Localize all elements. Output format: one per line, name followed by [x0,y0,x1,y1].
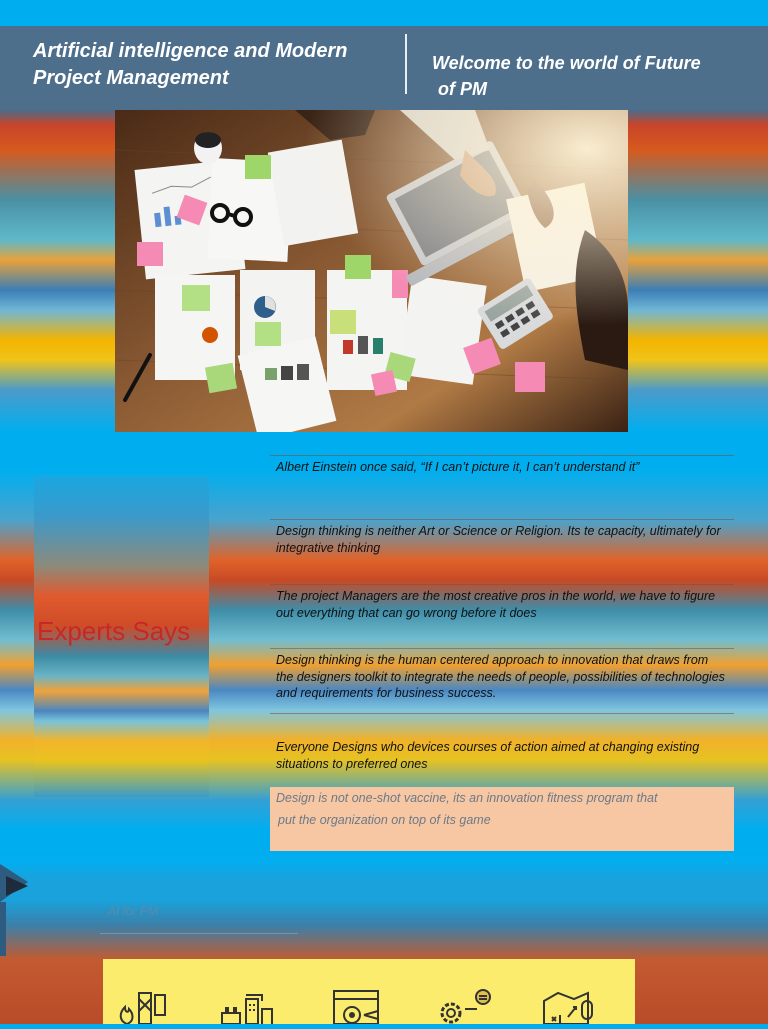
quote-item: Albert Einstein once said, “If I can’t picture it, I can’t understand it” [276,460,640,474]
section-rule [100,933,298,934]
arrow-tab [0,864,28,956]
quote-divider [270,648,734,649]
quote-divider [270,584,734,585]
quote-item: Design thinking is neither Art or Science or Religion. Its te capacity, ultimately for integrative thinking [276,524,721,555]
fire-rig-icon [113,987,173,1024]
quote-item: The project Managers are the most creative pros in the world, we have to figure out everything that can go wrong before it does [276,589,716,620]
experts-panel [34,476,209,797]
quote-item: Design thinking is the human centered approach to innovation that draws from the designers toolkit to integrate the needs of people, possibilities of technologies and requirements for business success. [276,653,725,700]
welcome-text [432,50,752,102]
quote-divider [270,519,734,520]
header-divider [405,34,407,94]
gear-arrows-icon [433,987,493,1024]
desk-photo [115,110,628,432]
quote-divider [270,713,734,714]
icons-panel [103,959,635,1024]
highlight-quote-line-1: Design is not one-shot vaccine, its an innovation fitness program that [276,791,658,805]
highlight-quote-line-2: put the organization on top of its game [278,813,491,827]
experts-label: Experts Says [37,616,191,646]
quote-item: Everyone Designs who devices courses of action aimed at changing existing situations to preferred ones [276,740,700,771]
section-heading: AI for PM [108,904,159,918]
factory-icon [218,987,278,1024]
welcome-line-1: Welcome to the world of Future [432,53,701,73]
page-title: Artificial intelligence and Modern Project Management [33,40,348,89]
map-route-icon [538,987,598,1024]
quote-divider [270,455,734,456]
highlight-quote [270,787,734,851]
header-banner [0,26,768,110]
target-map-icon [328,987,388,1024]
welcome-line-2: of PM [438,79,487,99]
